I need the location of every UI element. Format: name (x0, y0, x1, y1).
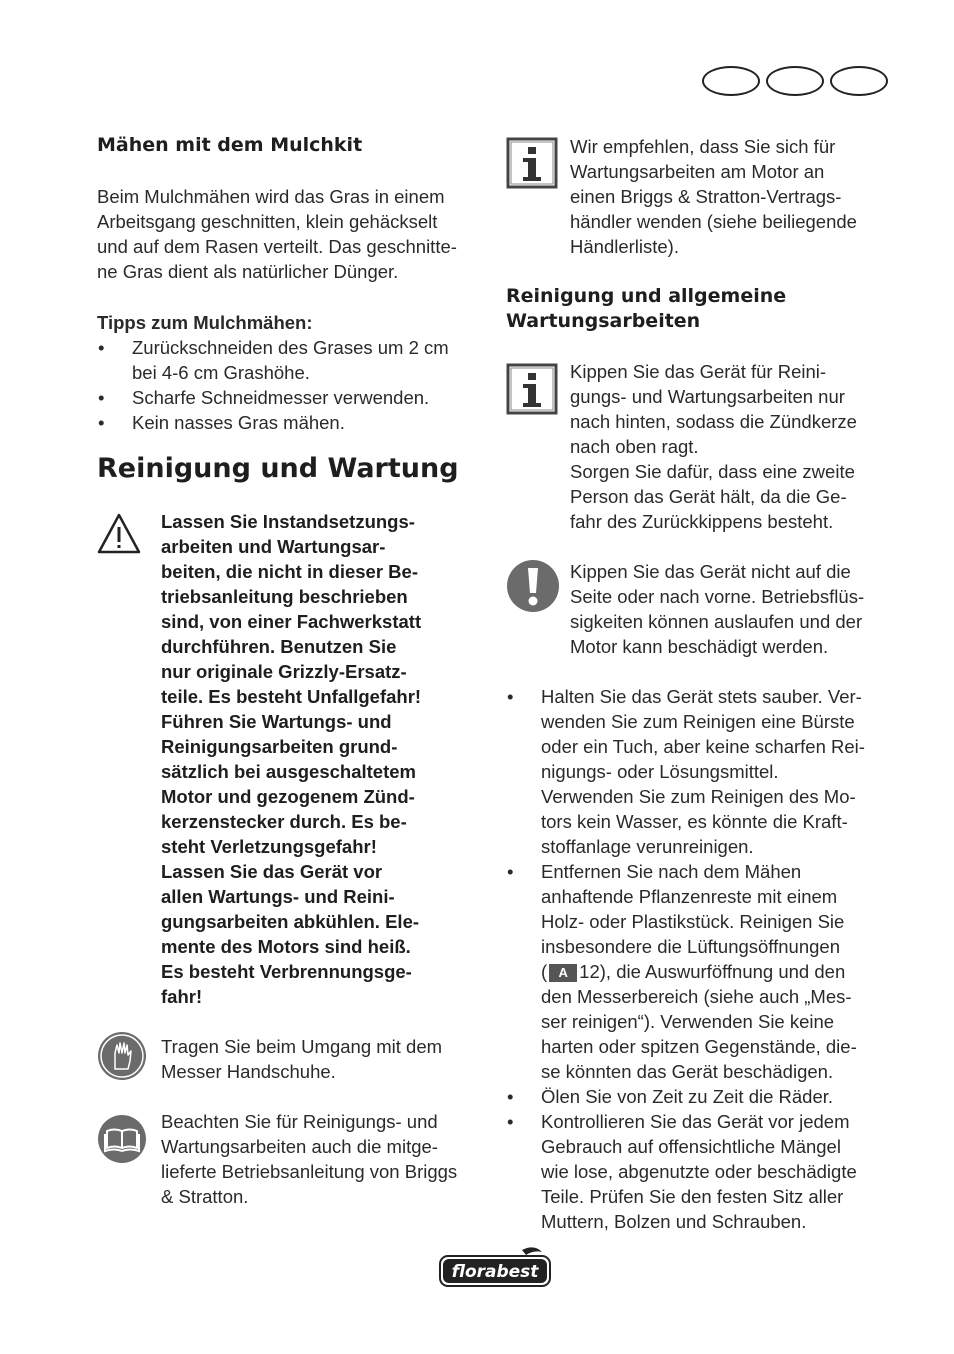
language-oval-3 (830, 66, 888, 96)
info2-text (570, 359, 890, 534)
info1-line: händler wenden (siehe beiliegende (570, 211, 857, 232)
language-oval-2 (766, 66, 824, 96)
mulch-heading: Mähen mit dem Mulchkit (97, 134, 363, 156)
bullet-line: Gebrauch auf offensichtliche Mängel (541, 1136, 841, 1157)
warning-triangle-icon (97, 512, 141, 556)
warning-line: beiten, die nicht in dieser Be- (161, 561, 418, 582)
bullet-line: harten oder spitzen Gegenstände, die- (541, 1036, 857, 1057)
caution-line: Seite oder nach vorne. Betriebsflüs- (570, 586, 865, 607)
warning-line: Motor und gezogenem Zünd- (161, 786, 415, 807)
warning-line: triebsanleitung beschrieben (161, 586, 408, 607)
warning-line: Reinigungsarbeiten grund- (161, 736, 398, 757)
warning-line: nur originale Grizzly-Ersatz- (161, 661, 407, 682)
bullet-line: wenden Sie zum Reinigen eine Bürste (541, 711, 855, 732)
info1-line: Händlerliste). (570, 236, 679, 257)
main-heading: Reinigung und Wartung (97, 453, 459, 484)
warning-line: Es besteht Verbrennungsge- (161, 961, 412, 982)
info1-line: Wir empfehlen, dass Sie sich für (570, 136, 836, 157)
info2-line: Sorgen Sie dafür, dass eine zweite (570, 461, 855, 482)
bullet-line: wie lose, abgenutzte oder beschädigte (541, 1161, 857, 1182)
bullet-line: nigungs- oder Lösungsmittel. (541, 761, 779, 782)
glove-line: Messer Handschuhe. (161, 1061, 336, 1082)
book-line: lieferte Betriebsanleitung von Briggs (161, 1161, 458, 1182)
bullet-line: anhaftende Pflanzenreste mit einem (541, 886, 838, 907)
book-line: & Stratton. (161, 1186, 249, 1207)
warning-line: durchführen. Benutzen Sie (161, 636, 397, 657)
bullet-line: Teile. Prüfen Sie den festen Sitz aller (541, 1186, 844, 1207)
info1-line: Wartungsarbeiten am Motor an (570, 161, 825, 182)
bullet-line: • Halten Sie das Gerät stets sauber. Ver- (541, 686, 862, 707)
warning-line: steht Verletzungsgefahr! (161, 836, 377, 857)
info2-line: fahr des Zurückkippens besteht. (570, 511, 834, 532)
warning-line: arbeiten und Wartungsar- (161, 536, 386, 557)
info2-line: Kippen Sie das Gerät für Reini- (570, 361, 827, 382)
warning-text (161, 509, 481, 1009)
caution-text (570, 559, 890, 659)
warning-line: Lassen Sie das Gerät vor (161, 861, 383, 882)
warning-line: sätzlich bei ausgeschaltetem (161, 761, 416, 782)
bullet-line: • Entfernen Sie nach dem Mähen (541, 861, 802, 882)
warning-line: sind, von einer Fachwerkstatt (161, 611, 422, 632)
cleaning-list (506, 684, 896, 1234)
book-text (161, 1109, 481, 1209)
bullet-line: oder ein Tuch, aber keine scharfen Rei- (541, 736, 865, 757)
bullet-line: Muttern, Bolzen und Schrauben. (541, 1211, 807, 1232)
info2-line: Person das Gerät hält, da die Ge- (570, 486, 847, 507)
mulch-text-line: Arbeitsgang geschnitten, klein gehäckselt (97, 211, 438, 232)
caution-line: sigkeiten können auslaufen und der (570, 611, 863, 632)
figure-ref-badge: A (549, 964, 577, 982)
warning-line: gungsarbeiten abkühlen. Ele- (161, 911, 420, 932)
bullet-line: den Messerbereich (siehe auch „Mes- (541, 986, 852, 1007)
exclamation-icon (506, 559, 560, 613)
bullet-line: • Ölen Sie von Zeit zu Zeit die Räder. (541, 1086, 834, 1107)
tip-line: bei 4-6 cm Grashöhe. (132, 362, 310, 383)
bullet-line: insbesondere die Lüftungsöffnungen (541, 936, 840, 957)
list-item (97, 410, 482, 435)
language-tabs (702, 66, 890, 98)
paren: ( (541, 961, 548, 982)
list-item (506, 684, 896, 859)
info2-line: gungs- und Wartungsarbeiten nur (570, 386, 845, 407)
cleaning-heading-line: Wartungsarbeiten (506, 310, 701, 332)
warning-line: Führen Sie Wartungs- und (161, 711, 392, 732)
info2-line: nach oben ragt. (570, 436, 699, 457)
warning-line: teile. Es besteht Unfallgefahr! (161, 686, 422, 707)
list-item (506, 859, 896, 1084)
warning-line: kerzenstecker durch. Es be- (161, 811, 407, 832)
caution-line: Motor kann beschädigt werden. (570, 636, 829, 657)
bullet-line: ser reinigen“). Verwenden Sie keine (541, 1011, 835, 1032)
bullet-line: Holz- oder Plastikstück. Reinigen Sie (541, 911, 845, 932)
glove-icon (97, 1031, 147, 1081)
bullet-line-rest: 12), die Auswurföffnung und den (579, 961, 846, 982)
bullet-line: se könnten das Gerät beschädigen. (541, 1061, 834, 1082)
tips-heading: Tipps zum Mulchmähen: (97, 312, 313, 333)
tip-line: • Scharfe Schneidmesser verwenden. (132, 387, 430, 408)
mulch-text (97, 184, 482, 284)
cleaning-heading-line: Reinigung und allgemeine (506, 285, 787, 307)
tips-list (97, 335, 482, 435)
tip-line: • Zurückschneiden des Grases um 2 cm (132, 337, 449, 358)
warning-line: fahr! (161, 986, 203, 1007)
mulch-text-line: ne Gras dient als natürlicher Dünger. (97, 261, 399, 282)
bullet-line: tors kein Wasser, es könnte die Kraft- (541, 811, 848, 832)
list-item (97, 385, 482, 410)
book-line: Beachten Sie für Reinigungs- und (161, 1111, 438, 1132)
bullet-line: Verwenden Sie zum Reinigen des Mo- (541, 786, 856, 807)
warning-line: allen Wartungs- und Reini- (161, 886, 395, 907)
list-item (97, 335, 482, 385)
glove-line: Tragen Sie beim Umgang mit dem (161, 1036, 443, 1057)
list-item (506, 1109, 896, 1234)
bullet-line: • Kontrollieren Sie das Gerät vor jedem (541, 1111, 850, 1132)
book-line: Wartungsarbeiten auch die mitge- (161, 1136, 438, 1157)
warning-line: mente des Motors sind heiß. (161, 936, 411, 957)
florabest-logo (438, 1246, 554, 1288)
info-icon (506, 363, 558, 415)
tip-line: • Kein nasses Gras mähen. (132, 412, 345, 433)
bullet-line-with-badge (541, 959, 896, 984)
info1-text (570, 134, 890, 259)
list-item (506, 1084, 896, 1109)
book-icon (97, 1114, 147, 1164)
logo-text: florabest (451, 1262, 539, 1282)
mulch-text-line: Beim Mulchmähen wird das Gras in einem (97, 186, 445, 207)
language-oval-1 (702, 66, 760, 96)
info1-line: einen Briggs & Stratton-Vertrags- (570, 186, 842, 207)
cleaning-heading (506, 284, 896, 334)
mulch-text-line: und auf dem Rasen verteilt. Das geschnitte- (97, 236, 457, 257)
info2-line: nach hinten, sodass die Zündkerze (570, 411, 857, 432)
bullet-line: stoffanlage verunreinigen. (541, 836, 754, 857)
glove-text (161, 1034, 481, 1084)
warning-line: Lassen Sie Instandsetzungs- (161, 511, 415, 532)
caution-line: Kippen Sie das Gerät nicht auf die (570, 561, 851, 582)
info-icon (506, 137, 558, 189)
